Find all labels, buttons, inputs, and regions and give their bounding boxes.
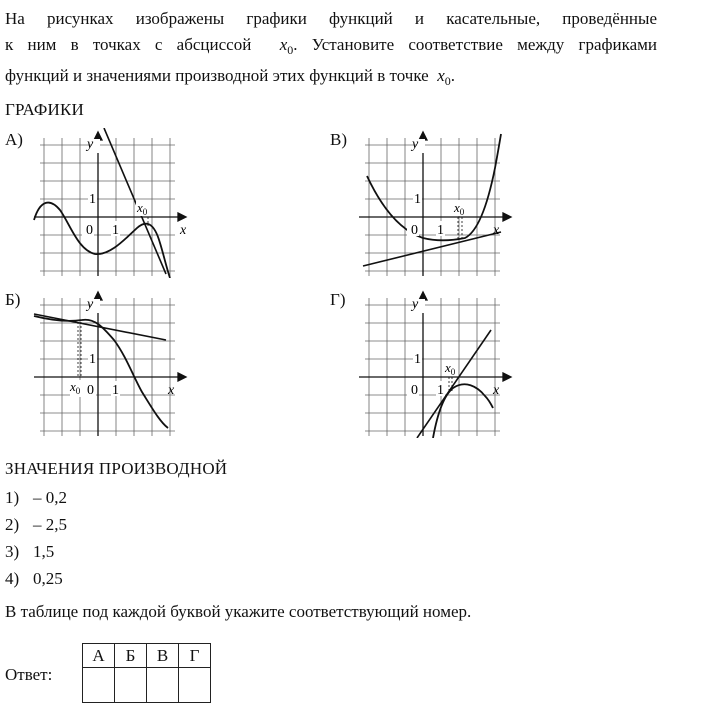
x-axis-label: x: [493, 383, 500, 398]
x-axis-label: x: [168, 383, 175, 398]
graph-label-b: Б): [5, 290, 21, 309]
value-item-3: 3) 1,5: [5, 542, 55, 561]
graph-label-g: Г): [330, 290, 346, 309]
values-header: ЗНАЧЕНИЯ ПРОИЗВОДНОЙ: [5, 459, 228, 478]
graph-label-a: А): [5, 130, 23, 149]
grid: [40, 138, 175, 276]
x0-label: $x_0$: [454, 200, 465, 217]
graph-label-v: В): [330, 130, 347, 149]
task-statement: [5, 6, 657, 94]
instruction-text: В таблице под каждой буквой укажите соответствующий номер.: [5, 602, 472, 621]
function-curve: [34, 316, 168, 428]
answer-column-a: А: [83, 644, 115, 668]
answer-cell-g[interactable]: [179, 668, 211, 703]
statement-text: к ним в точках с абсциссой: [5, 35, 252, 54]
values-list: [5, 484, 67, 592]
tangent-line: [34, 314, 166, 340]
tick-one-x: 1: [112, 223, 119, 238]
answer-column-g: Г: [179, 644, 211, 668]
tangent-line: [417, 330, 491, 438]
graph-b: [30, 288, 190, 438]
statement-text: функций и значениями производной этих функций в точке: [5, 66, 429, 85]
x0-label: $x_0$: [70, 379, 81, 396]
graph-g: [355, 288, 515, 438]
tick-one-y: 1: [414, 352, 421, 367]
origin-label: 0: [411, 383, 418, 398]
value-item-4: 4) 0,25: [5, 569, 63, 588]
tick-one-x: 1: [437, 223, 444, 238]
answer-column-v: В: [147, 644, 179, 668]
answer-label: Ответ:: [5, 665, 53, 684]
tangent-line: [104, 128, 166, 274]
statement-line-2: [5, 32, 657, 63]
statement-line-1: На рисунках изображены графики функций и касательные, проведённые: [5, 9, 657, 28]
tick-one-y: 1: [89, 352, 96, 367]
statement-text: . Установите соответствие между графиками: [293, 35, 658, 54]
answer-cell-v[interactable]: [147, 668, 179, 703]
y-axis-label: y: [87, 297, 94, 312]
x0-label: $x_0$: [137, 200, 148, 217]
tick-one-y: 1: [89, 192, 96, 207]
value-item-1: 1) – 0,2: [5, 488, 67, 507]
graph-a: [30, 128, 190, 278]
answer-column-b: Б: [115, 644, 147, 668]
tangent-line: [363, 232, 501, 266]
y-axis-label: y: [87, 137, 94, 152]
graph-v: [355, 128, 515, 278]
origin-label: 0: [87, 383, 94, 398]
y-axis-label: y: [412, 137, 419, 152]
tick-one-x: 1: [112, 383, 119, 398]
x0-symbol: $x_0$: [279, 35, 294, 57]
answer-table: [82, 643, 211, 703]
axes: [359, 292, 511, 436]
x0-label: $x_0$: [445, 360, 456, 377]
statement-line-3: функций и значениями производной этих функций в точке $x_0$.: [5, 66, 455, 88]
origin-label: 0: [86, 223, 93, 238]
origin-label: 0: [411, 223, 418, 238]
axes: [34, 292, 186, 436]
tick-one-x: 1: [437, 383, 444, 398]
y-axis-label: y: [412, 297, 419, 312]
x0-symbol: $x_0$: [437, 66, 451, 88]
graphs-header: ГРАФИКИ: [5, 100, 85, 119]
tick-one-y: 1: [414, 192, 421, 207]
answer-cell-b[interactable]: [115, 668, 147, 703]
answer-cell-a[interactable]: [83, 668, 115, 703]
x-axis-label: x: [493, 223, 500, 238]
x-axis-label: x: [180, 223, 187, 238]
value-item-2: 2) – 2,5: [5, 515, 67, 534]
